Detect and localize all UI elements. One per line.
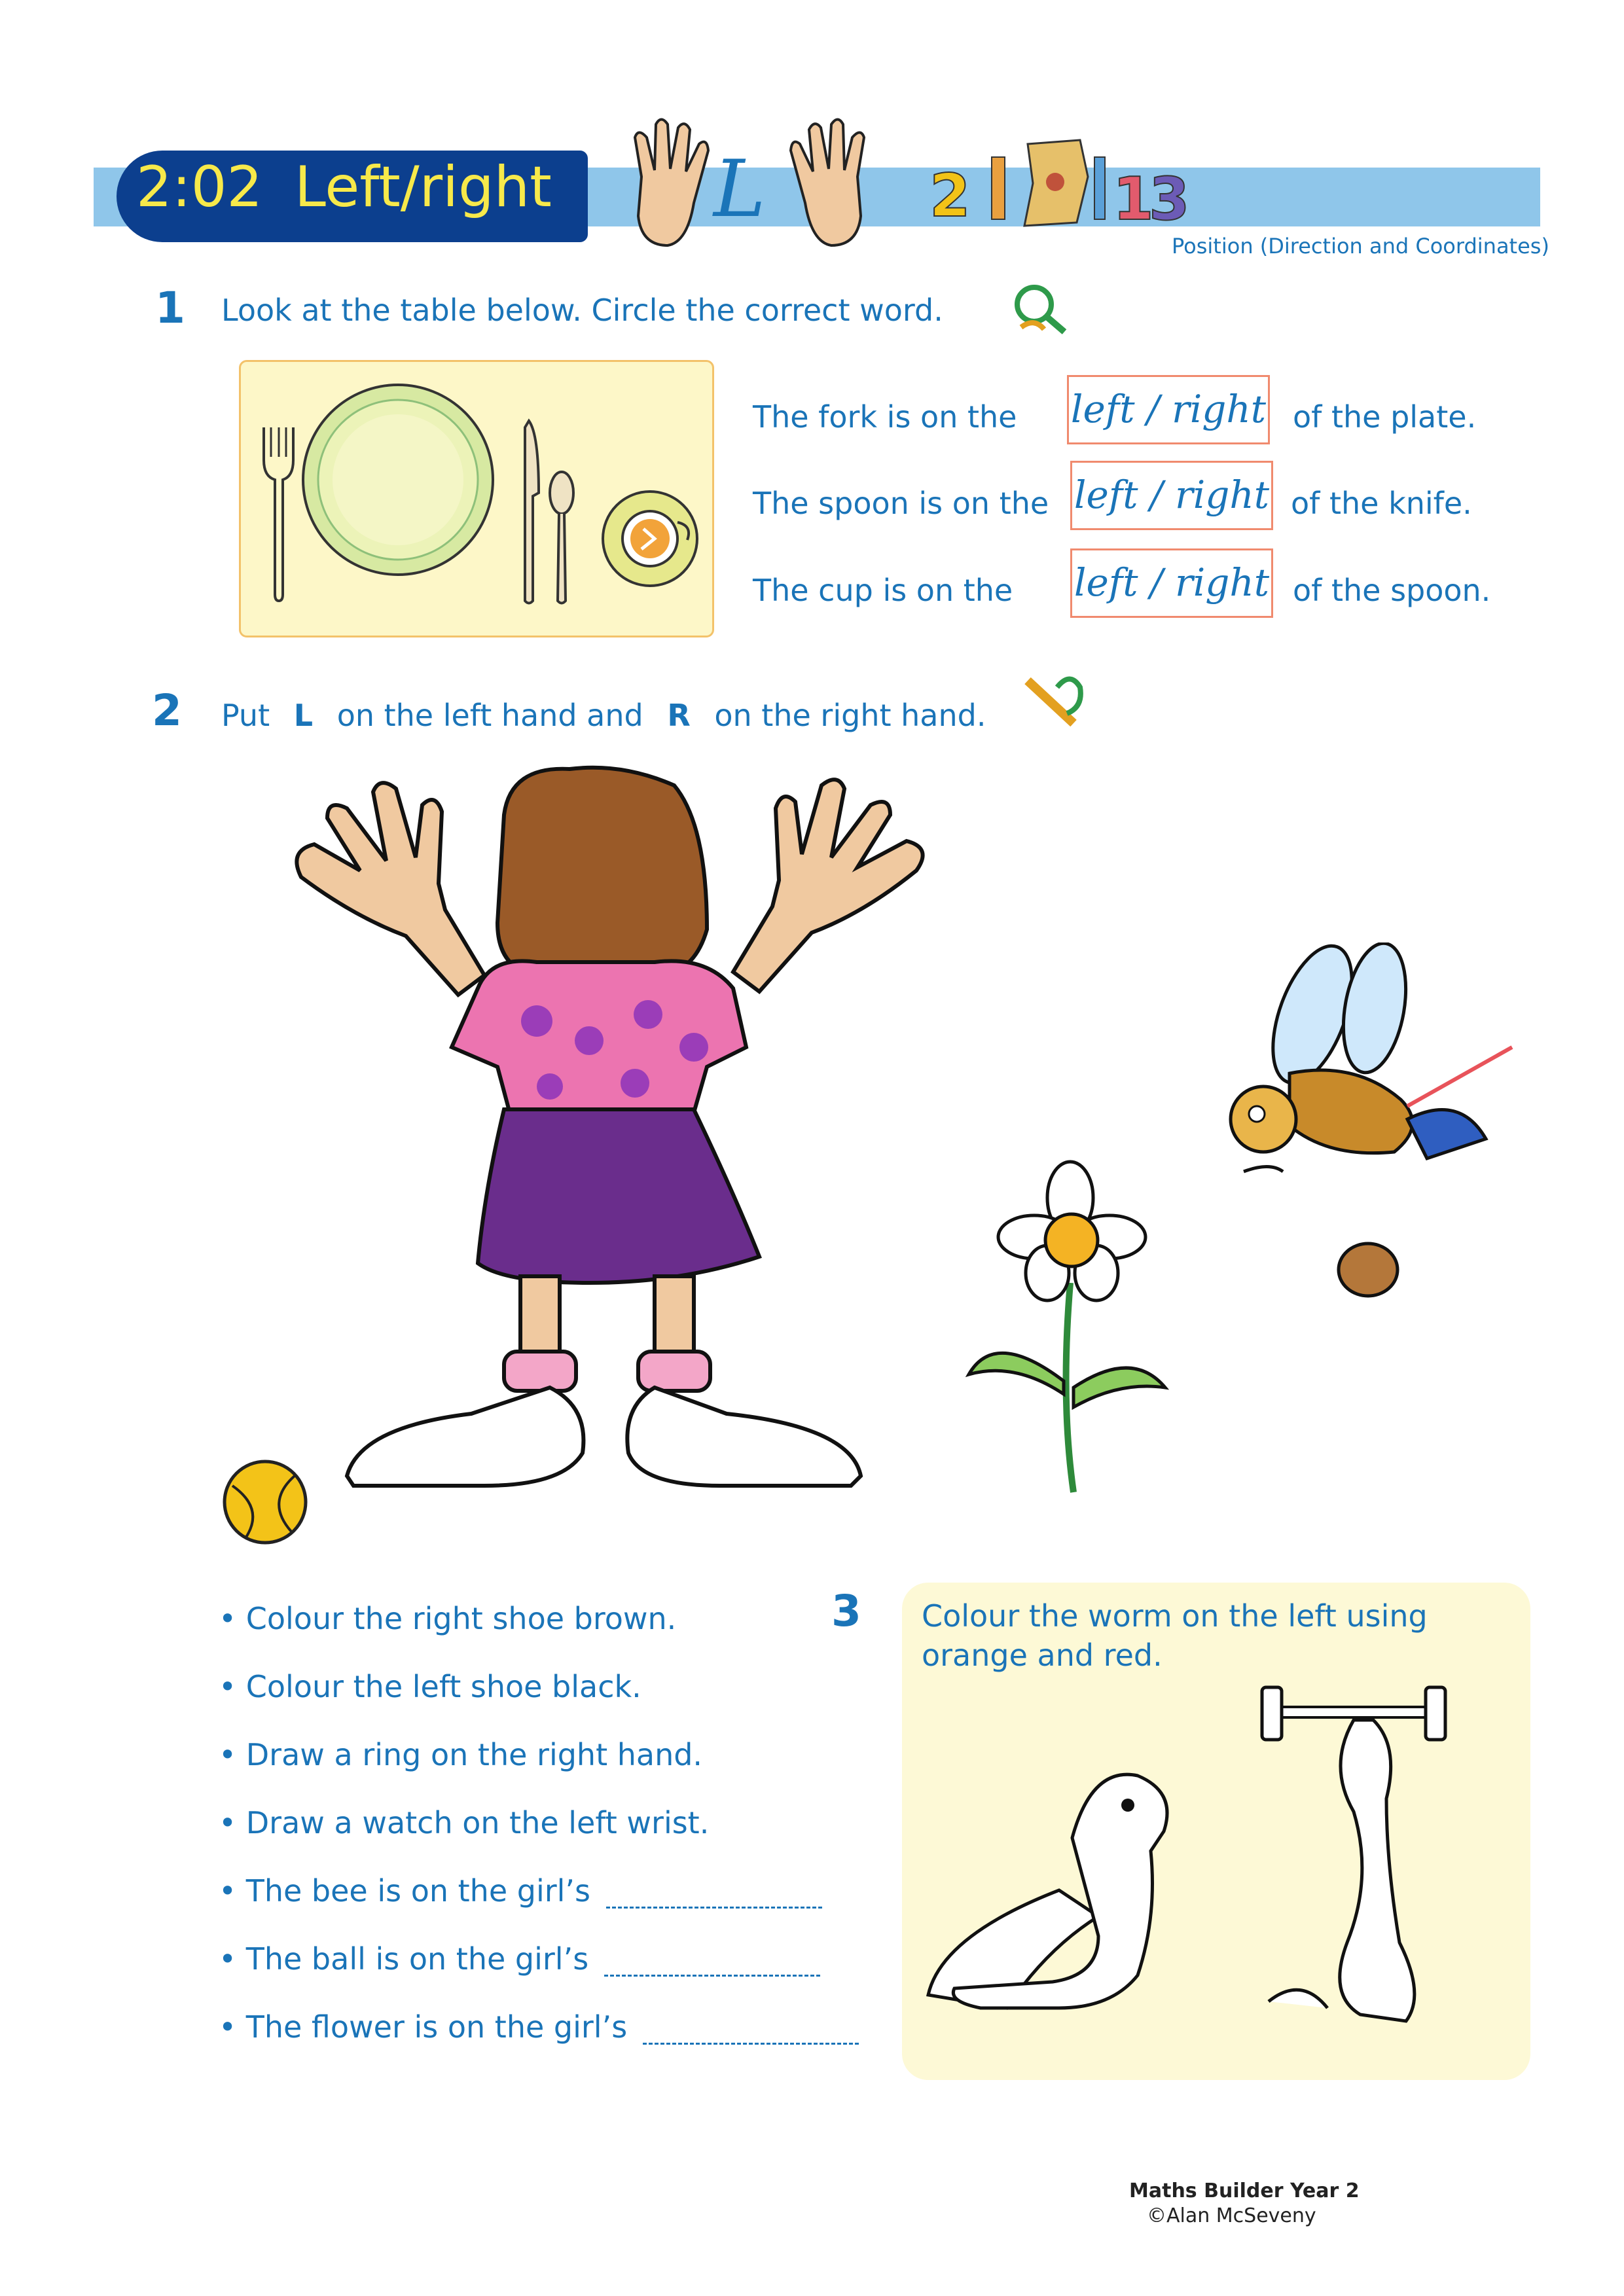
- bee-illustration: [1211, 942, 1525, 1309]
- tennis-ball-icon: [219, 1456, 311, 1548]
- coordinates-illustration: [916, 131, 1204, 236]
- digit-three: 3: [1149, 165, 1190, 234]
- table-setting-picture: [239, 360, 714, 637]
- bullet-bee: [219, 1873, 822, 1909]
- digit-one: 1: [1113, 165, 1154, 234]
- girl-left-hand-icon: [297, 783, 484, 995]
- worms-illustration: [902, 1668, 1530, 2073]
- cup-icon: [603, 492, 697, 586]
- bee-answer-line[interactable]: [606, 1882, 822, 1909]
- girl-left-shoe: [347, 1388, 583, 1486]
- caped-worm-left: [928, 1774, 1167, 2008]
- weightlifter-worm-right: [1262, 1687, 1445, 2021]
- girl-legs: [504, 1276, 710, 1391]
- girl-shirt: [452, 961, 746, 1116]
- topic-subtitle: Position (Direction and Coordinates): [1172, 234, 1549, 259]
- question-3-line-2: orange and red.: [922, 1638, 1163, 1673]
- hand-letter-l: L: [713, 144, 766, 235]
- question-3-line-1: Colour the worm on the left using: [922, 1598, 1428, 1634]
- digit-two: 2: [929, 162, 971, 230]
- instruction-put: Put: [221, 698, 270, 733]
- girl-hair: [497, 768, 707, 975]
- bullet-ball-text: • The ball is on the girl’s: [219, 1941, 589, 1977]
- footer-copyright: ©Alan McSeveny: [1147, 2204, 1316, 2227]
- row-3-choice[interactable]: left / right: [1070, 548, 1273, 618]
- girl-right-shoe: [627, 1388, 861, 1486]
- bullet-flower-text: • The flower is on the girl’s: [219, 2009, 628, 2045]
- girl-illustration: [288, 759, 929, 1564]
- question-1-number: 1: [155, 283, 185, 333]
- bullet-right-shoe: • Colour the right shoe brown.: [219, 1601, 677, 1636]
- pencil-worm-icon: [1021, 668, 1087, 733]
- letter-r: R: [667, 698, 691, 733]
- plate-icon: [303, 385, 493, 575]
- magnifier-worm-icon: [1008, 278, 1074, 337]
- ball-answer-line[interactable]: [604, 1950, 820, 1977]
- bullet-ball: [219, 1941, 820, 1977]
- question-3-box: [902, 1583, 1530, 2080]
- question-2-instruction: [221, 698, 986, 733]
- bullet-bee-text: • The bee is on the girl’s: [219, 1873, 591, 1909]
- bullet-left-shoe: • Colour the left shoe black.: [219, 1669, 641, 1704]
- question-3-number: 3: [831, 1586, 861, 1636]
- instruction-middle: on the left hand and: [336, 698, 643, 733]
- row-1-prefix: The fork is on the: [753, 399, 1017, 435]
- left-hand-icon: [635, 120, 708, 246]
- question-2-number: 2: [152, 685, 182, 736]
- flower-head-icon: [998, 1162, 1146, 1300]
- bullet-ring: • Draw a ring on the right hand.: [219, 1737, 703, 1772]
- flower-illustration: [956, 1152, 1172, 1518]
- flower-answer-line[interactable]: [643, 2018, 859, 2045]
- page-title: Left/right: [295, 154, 552, 220]
- row-3-prefix: The cup is on the: [753, 573, 1013, 608]
- girl-right-hand-icon: [733, 780, 923, 992]
- letter-l: L: [293, 698, 314, 733]
- footer-title: Maths Builder Year 2: [1129, 2179, 1360, 2202]
- hands-illustration: [615, 111, 943, 268]
- knife-icon: [525, 421, 539, 603]
- section-number: 2:02: [136, 154, 263, 220]
- spoon-icon: [550, 472, 573, 603]
- fork-icon: [264, 427, 293, 601]
- bullet-watch: • Draw a watch on the left wrist.: [219, 1805, 710, 1840]
- row-3-suffix: of the spoon.: [1293, 573, 1491, 608]
- place-setting-illustration: [241, 362, 712, 636]
- right-hand-icon: [791, 120, 864, 246]
- row-1-suffix: of the plate.: [1293, 399, 1477, 435]
- instruction-after: on the right hand.: [714, 698, 986, 733]
- row-2-suffix: of the knife.: [1291, 486, 1472, 521]
- bullet-flower: [219, 2009, 859, 2045]
- row-1-choice[interactable]: left / right: [1067, 375, 1270, 444]
- girl-skirt: [478, 1109, 759, 1283]
- row-2-choice[interactable]: left / right: [1070, 461, 1273, 530]
- question-1-instruction: Look at the table below. Circle the correct word.: [221, 293, 943, 328]
- row-2-prefix: The spoon is on the: [753, 486, 1049, 521]
